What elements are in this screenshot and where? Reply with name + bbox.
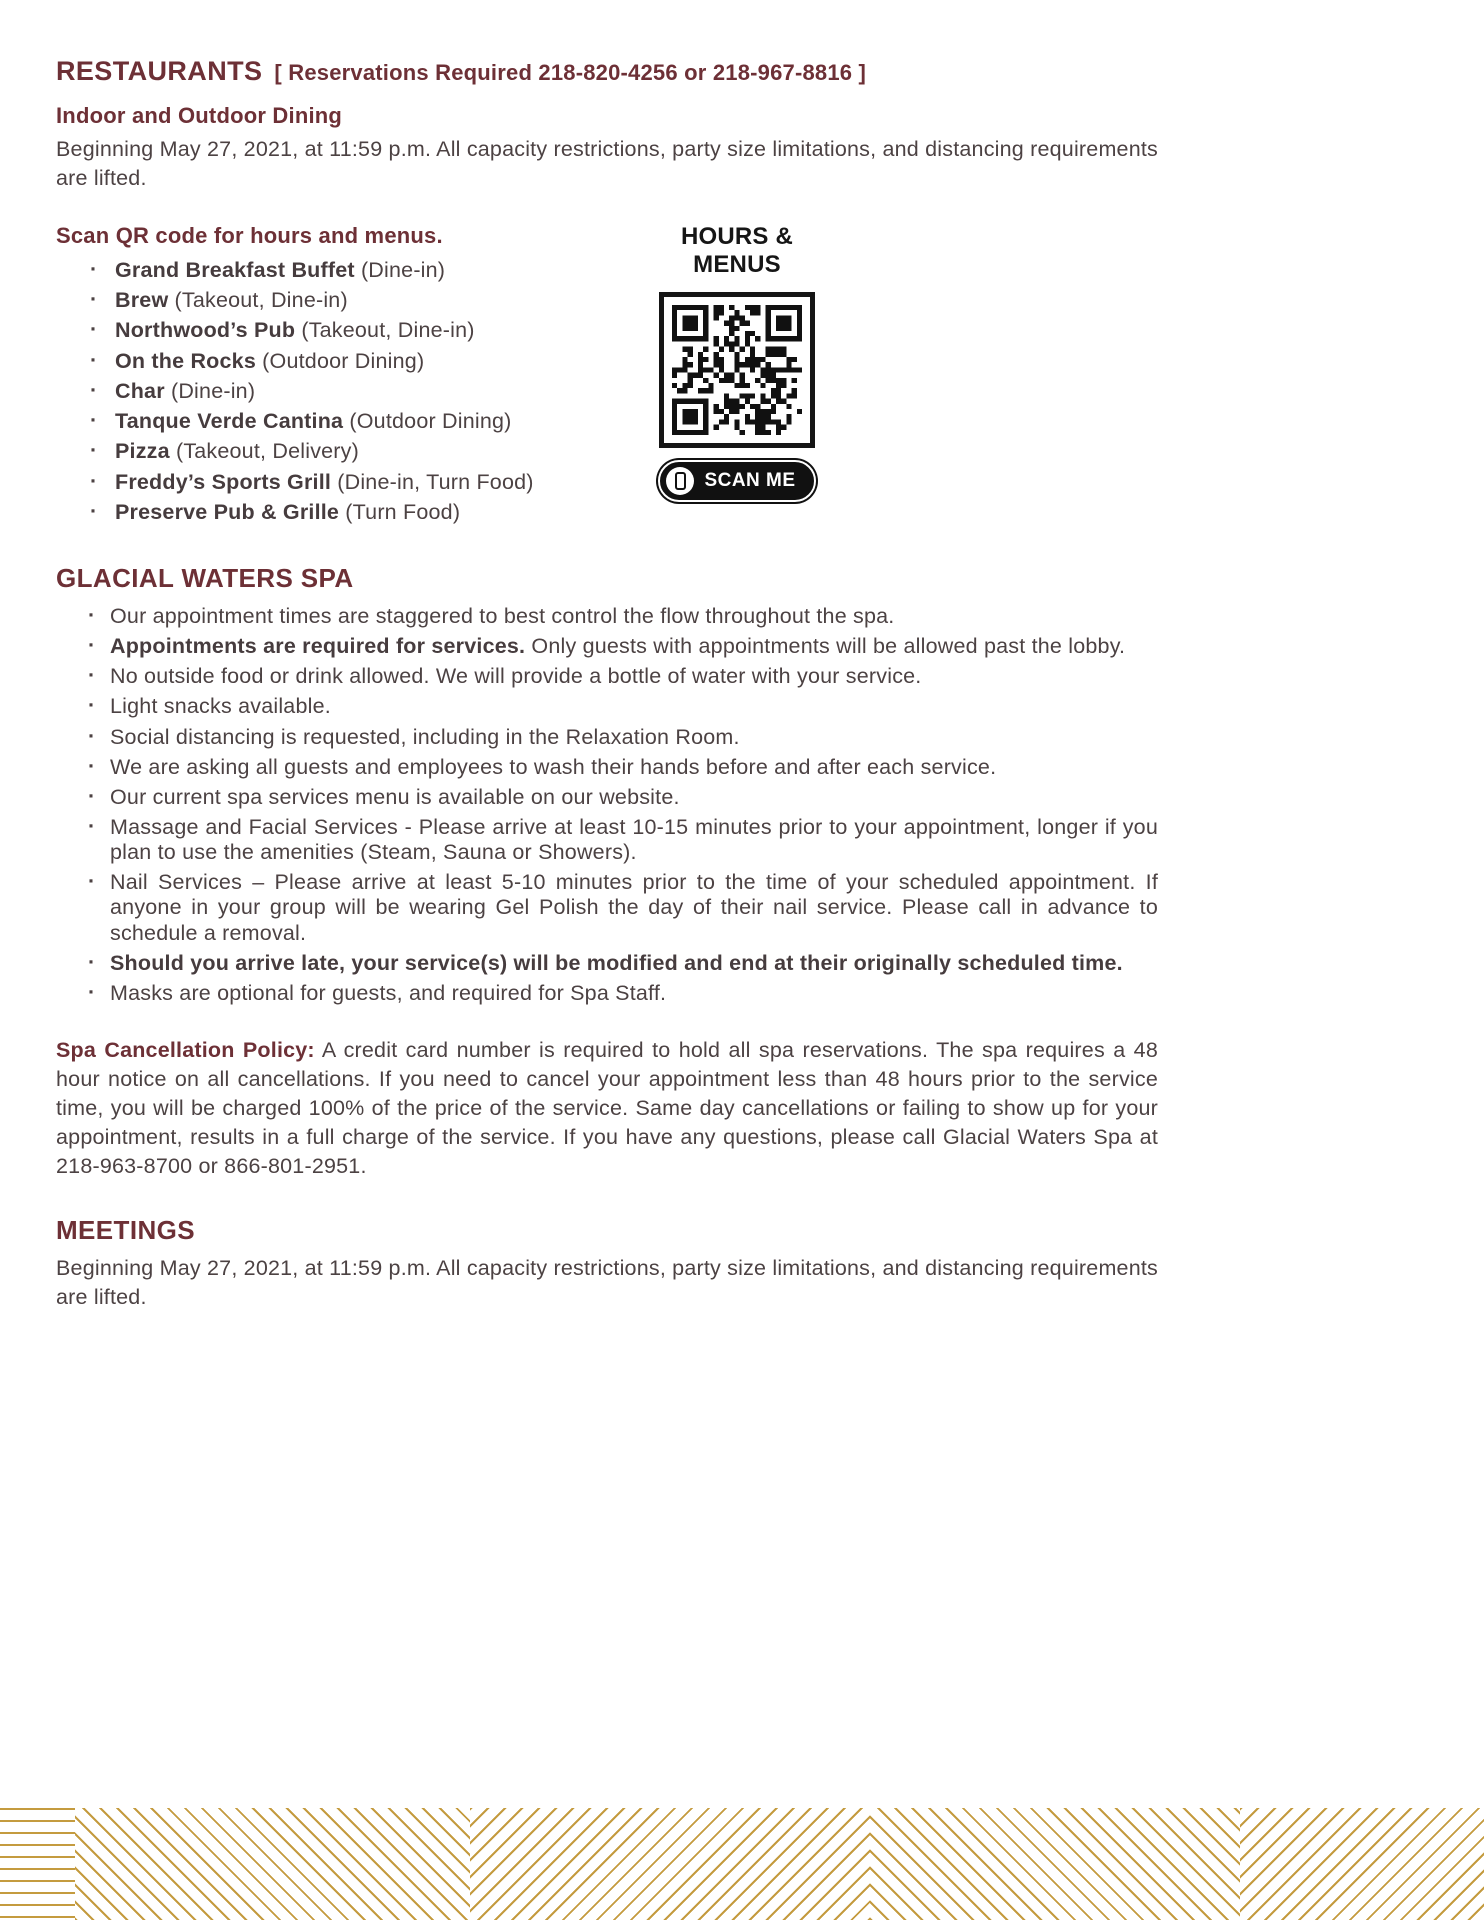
list-item: · Our current spa services menu is available on our website. [110, 785, 1158, 810]
restaurants-intro: Beginning May 27, 2021, at 11:59 p.m. All capacity restrictions, party size limitations, and distancing requirements are lifted. [56, 137, 1158, 191]
qr-label: HOURS & MENUS [680, 223, 794, 278]
qr-code [659, 292, 815, 448]
restaurants-heading [56, 56, 1158, 87]
list-item: · We are asking all guests and employees to wash their hands before and after each service. [110, 755, 1158, 780]
list-item: · Freddy’s Sports Grill (Dine-in, Turn Food) [115, 469, 601, 495]
meetings-text: Beginning May 27, 2021, at 11:59 p.m. All capacity restrictions, party size limitations, and distancing requirements are lifted. [56, 1256, 1158, 1310]
reservations-note: [ Reservations Required 218-820-4256 or 218-967-8816 ] [274, 60, 867, 85]
list-item: · Preserve Pub & Grille (Turn Food) [115, 499, 601, 525]
cancellation-policy-text: A credit card number is required to hold all spa reservations. The spa requires a 48 hour notice on all cancellations. If you need to cancel your appointment less than 48 hours prior to the service time, you will be charged 100% of the price of the service. Same day cancellations or failing to show up for your appointment, results in a full charge of the service. If you have any questions, please call Glacial Waters Spa at 218-963-8700 or 866-801-2951. [56, 1037, 1158, 1179]
pattern-segment-diagonal [470, 1808, 870, 1920]
meetings-section [56, 1215, 1158, 1312]
dining-subtitle: Indoor and Outdoor Dining [56, 103, 343, 128]
list-item: · No outside food or drink allowed. We will provide a bottle of water with your service. [110, 664, 1158, 689]
list-item: · Pizza (Takeout, Delivery) [115, 438, 601, 464]
scan-me-label: SCAN ME [704, 470, 796, 492]
scan-row [56, 223, 1158, 529]
list-item: · Char (Dine-in) [115, 378, 601, 404]
restaurants-title: RESTAURANTS [56, 56, 263, 86]
list-item: · Should you arrive late, your service(s) will be modified and end at their originally scheduled time. [110, 951, 1158, 976]
spa-list [56, 604, 1158, 1006]
list-item: · Masks are optional for guests, and required for Spa Staff. [110, 981, 1158, 1006]
scan-heading: Scan QR code for hours and menus. [56, 223, 443, 249]
pattern-segment-diagonal [75, 1808, 470, 1920]
meetings-title: MEETINGS [56, 1215, 195, 1246]
list-item: · Our appointment times are staggered to best control the flow throughout the spa. [110, 604, 1158, 629]
qr-block [637, 223, 837, 529]
phone-icon [666, 467, 694, 495]
list-item: · Appointments are required for services. Only guests with appointments will be allowed past the lobby. [110, 634, 1158, 659]
restaurant-list [56, 257, 601, 525]
list-item: · Northwood’s Pub (Takeout, Dine-in) [115, 317, 601, 343]
restaurants-section [56, 56, 1158, 529]
spa-section [56, 563, 1158, 1181]
cancellation-paragraph [56, 1036, 1158, 1181]
list-item: · Tanque Verde Cantina (Outdoor Dining) [115, 408, 601, 434]
cancellation-policy-label: Spa Cancellation Policy: [56, 1037, 315, 1062]
list-item: · Brew (Takeout, Dine-in) [115, 287, 601, 313]
pattern-segment-horizontal [0, 1808, 75, 1920]
pattern-segment-diagonal [1240, 1808, 1484, 1920]
list-item: · Social distancing is requested, including in the Relaxation Room. [110, 725, 1158, 750]
list-item: · Grand Breakfast Buffet (Dine-in) [115, 257, 601, 283]
qr-code-image [672, 305, 802, 435]
list-item: · Nail Services – Please arrive at least 5-10 minutes prior to the time of your scheduled appointment. If anyone in your group will be wearing Gel Polish the day of their nail service. Please call in advance to schedule a removal. [110, 870, 1158, 945]
spa-title: GLACIAL WATERS SPA [56, 563, 354, 593]
list-item: · Light snacks available. [110, 694, 1158, 719]
pattern-segment-diagonal [870, 1808, 1240, 1920]
page [56, 0, 1158, 1312]
list-item: · On the Rocks (Outdoor Dining) [115, 348, 601, 374]
scan-me-badge [658, 460, 815, 502]
list-item: · Massage and Facial Services - Please arrive at least 10-15 minutes prior to your appointment, longer if you plan to use the amenities (Steam, Sauna or Showers). [110, 815, 1158, 865]
restaurant-list-column [56, 223, 601, 529]
decorative-border-pattern [0, 1808, 1484, 1920]
